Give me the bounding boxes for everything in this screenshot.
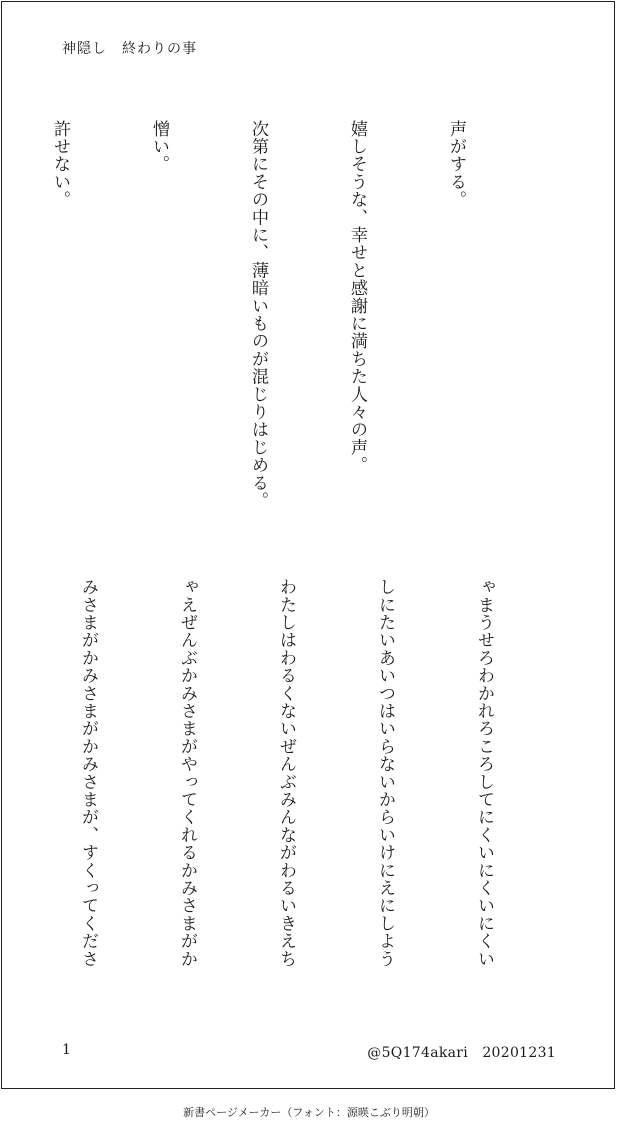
text-column: 嬉しそうな、幸せと感謝に満ちた人々の声。 bbox=[347, 102, 367, 474]
text-column: 声がする。 bbox=[446, 102, 466, 209]
text-column: ゃまうせろわかれろころしてにくいにくいにくい bbox=[474, 578, 494, 968]
text-column: 許せない。 bbox=[50, 102, 70, 209]
text-column: 次第にその中に、薄暗いものが混じりはじめる。 bbox=[248, 102, 268, 510]
text-column: わたしはわるくないぜんぶみんながわるいきえち bbox=[276, 578, 296, 968]
text-column: ゃえぜんぶかみさまがやってくれるかみさまがか bbox=[177, 578, 197, 968]
page-number: 1 bbox=[62, 1042, 71, 1058]
upper-text-block bbox=[48, 102, 538, 532]
text-column: しにたいあいつはいらないからいけにえにしよう bbox=[375, 578, 395, 968]
text-column: 憎い。 bbox=[149, 102, 169, 173]
text-column bbox=[0, 578, 5, 978]
generator-caption: 新書ページメーカー（フォント：源暎こぶり明朝） bbox=[183, 1106, 435, 1119]
lower-text-block bbox=[46, 578, 566, 978]
novel-page bbox=[1, 1, 615, 1089]
page-header-title: 神隠し 終わりの事 bbox=[62, 41, 197, 57]
author-credit: @5Q174akari 20201231 bbox=[367, 1045, 556, 1061]
text-column: みさまがかみさまがかみさまが、すくってくださ bbox=[78, 578, 98, 968]
